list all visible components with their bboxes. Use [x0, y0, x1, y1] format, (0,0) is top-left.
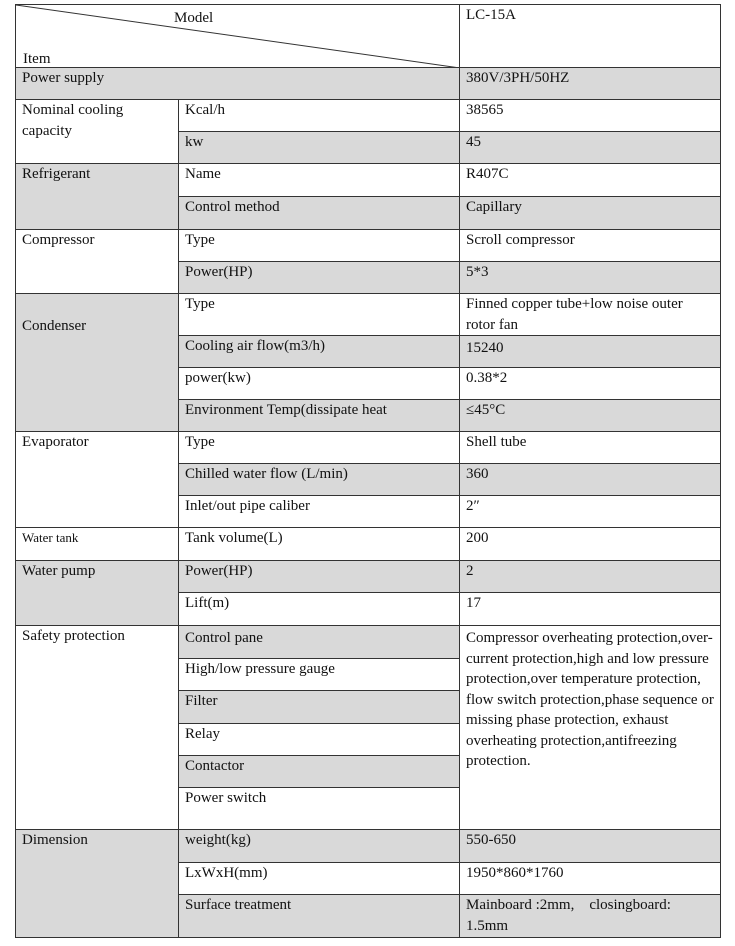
- safety-param: Filter: [179, 691, 460, 724]
- header-item-label: Item: [23, 51, 51, 67]
- water-pump-label: Water pump: [16, 561, 179, 626]
- safety-param: High/low pressure gauge: [179, 659, 460, 691]
- power-supply-value: 380V/3PH/50HZ: [460, 68, 721, 100]
- evaporator-value: 2″: [460, 496, 721, 528]
- safety-row-1: [16, 626, 721, 659]
- water-tank-param: Tank volume(L): [179, 528, 460, 561]
- water-tank-row: [16, 528, 721, 561]
- evaporator-param: Inlet/out pipe caliber: [179, 496, 460, 528]
- compressor-row-1: [16, 230, 721, 262]
- dimension-param: weight(kg): [179, 830, 460, 863]
- safety-param: Control pane: [179, 626, 460, 659]
- evaporator-label: Evaporator: [16, 432, 179, 528]
- dimension-param: Surface treatment: [179, 895, 460, 938]
- condenser-value: Finned copper tube+low noise outer rotor fan: [460, 294, 721, 336]
- dimension-param: LxWxH(mm): [179, 863, 460, 895]
- refrigerant-value: Capillary: [460, 197, 721, 230]
- evaporator-value: Shell tube: [460, 432, 721, 464]
- dimension-row-1: [16, 830, 721, 863]
- dimension-value: 1950*860*1760: [460, 863, 721, 895]
- compressor-value: Scroll compressor: [460, 230, 721, 262]
- condenser-param: power(kw): [179, 368, 460, 400]
- water-pump-param: Lift(m): [179, 593, 460, 626]
- safety-label: Safety protection: [16, 626, 179, 830]
- refrigerant-value: R407C: [460, 164, 721, 197]
- water-tank-value: 200: [460, 528, 721, 561]
- cooling-param: Kcal/h: [179, 100, 460, 132]
- refrigerant-param: Name: [179, 164, 460, 197]
- evaporator-value: 360: [460, 464, 721, 496]
- condenser-label: Condenser: [16, 294, 179, 432]
- water-pump-row-1: [16, 561, 721, 593]
- diagonal-line: [16, 5, 460, 68]
- power-supply-label: Power supply: [16, 68, 460, 100]
- condenser-param: Type: [179, 294, 460, 336]
- compressor-value: 5*3: [460, 262, 721, 294]
- safety-param: Power switch: [179, 788, 460, 830]
- dimension-value: 550-650: [460, 830, 721, 863]
- condenser-row-1: [16, 294, 721, 336]
- cooling-value: 38565: [460, 100, 721, 132]
- condenser-value: 0.38*2: [460, 368, 721, 400]
- header-diagonal-cell: [16, 5, 460, 68]
- water-pump-param: Power(HP): [179, 561, 460, 593]
- water-tank-label: Water tank: [16, 528, 179, 561]
- refrigerant-label: Refrigerant: [16, 164, 179, 230]
- header-row: [16, 5, 721, 68]
- safety-param: Relay: [179, 724, 460, 756]
- dimension-value: Mainboard :2mm, closingboard: 1.5mm: [460, 895, 721, 938]
- water-pump-value: 17: [460, 593, 721, 626]
- compressor-label: Compressor: [16, 230, 179, 294]
- compressor-param: Power(HP): [179, 262, 460, 294]
- evaporator-row-1: [16, 432, 721, 464]
- header-model-value: LC-15A: [460, 5, 721, 68]
- compressor-param: Type: [179, 230, 460, 262]
- dimension-label: Dimension: [16, 830, 179, 938]
- header-model-label: Model: [174, 10, 214, 26]
- evaporator-param: Chilled water flow (L/min): [179, 464, 460, 496]
- water-pump-value: 2: [460, 561, 721, 593]
- evaporator-param: Type: [179, 432, 460, 464]
- condenser-param: Cooling air flow(m3/h): [179, 336, 460, 368]
- cooling-label: Nominal cooling capacity: [16, 100, 179, 164]
- condenser-param: Environment Temp(dissipate heat: [179, 400, 460, 432]
- cooling-param: kw: [179, 132, 460, 164]
- power-supply-row: [16, 68, 721, 100]
- condenser-value: ≤45°C: [460, 400, 721, 432]
- condenser-value: 15240: [460, 336, 721, 368]
- safety-param: Contactor: [179, 756, 460, 788]
- refrigerant-row-1: [16, 164, 721, 197]
- safety-value: Compressor overheating protection,over-current protection,high and low pressure protection,over temperature protection, flow switch protection,phase sequence or missing phase protection, exhaust overheating protection,antifreezing protection.: [460, 626, 721, 830]
- cooling-value: 45: [460, 132, 721, 164]
- cooling-row-1: [16, 100, 721, 132]
- spec-table: [15, 4, 721, 938]
- refrigerant-param: Control method: [179, 197, 460, 230]
